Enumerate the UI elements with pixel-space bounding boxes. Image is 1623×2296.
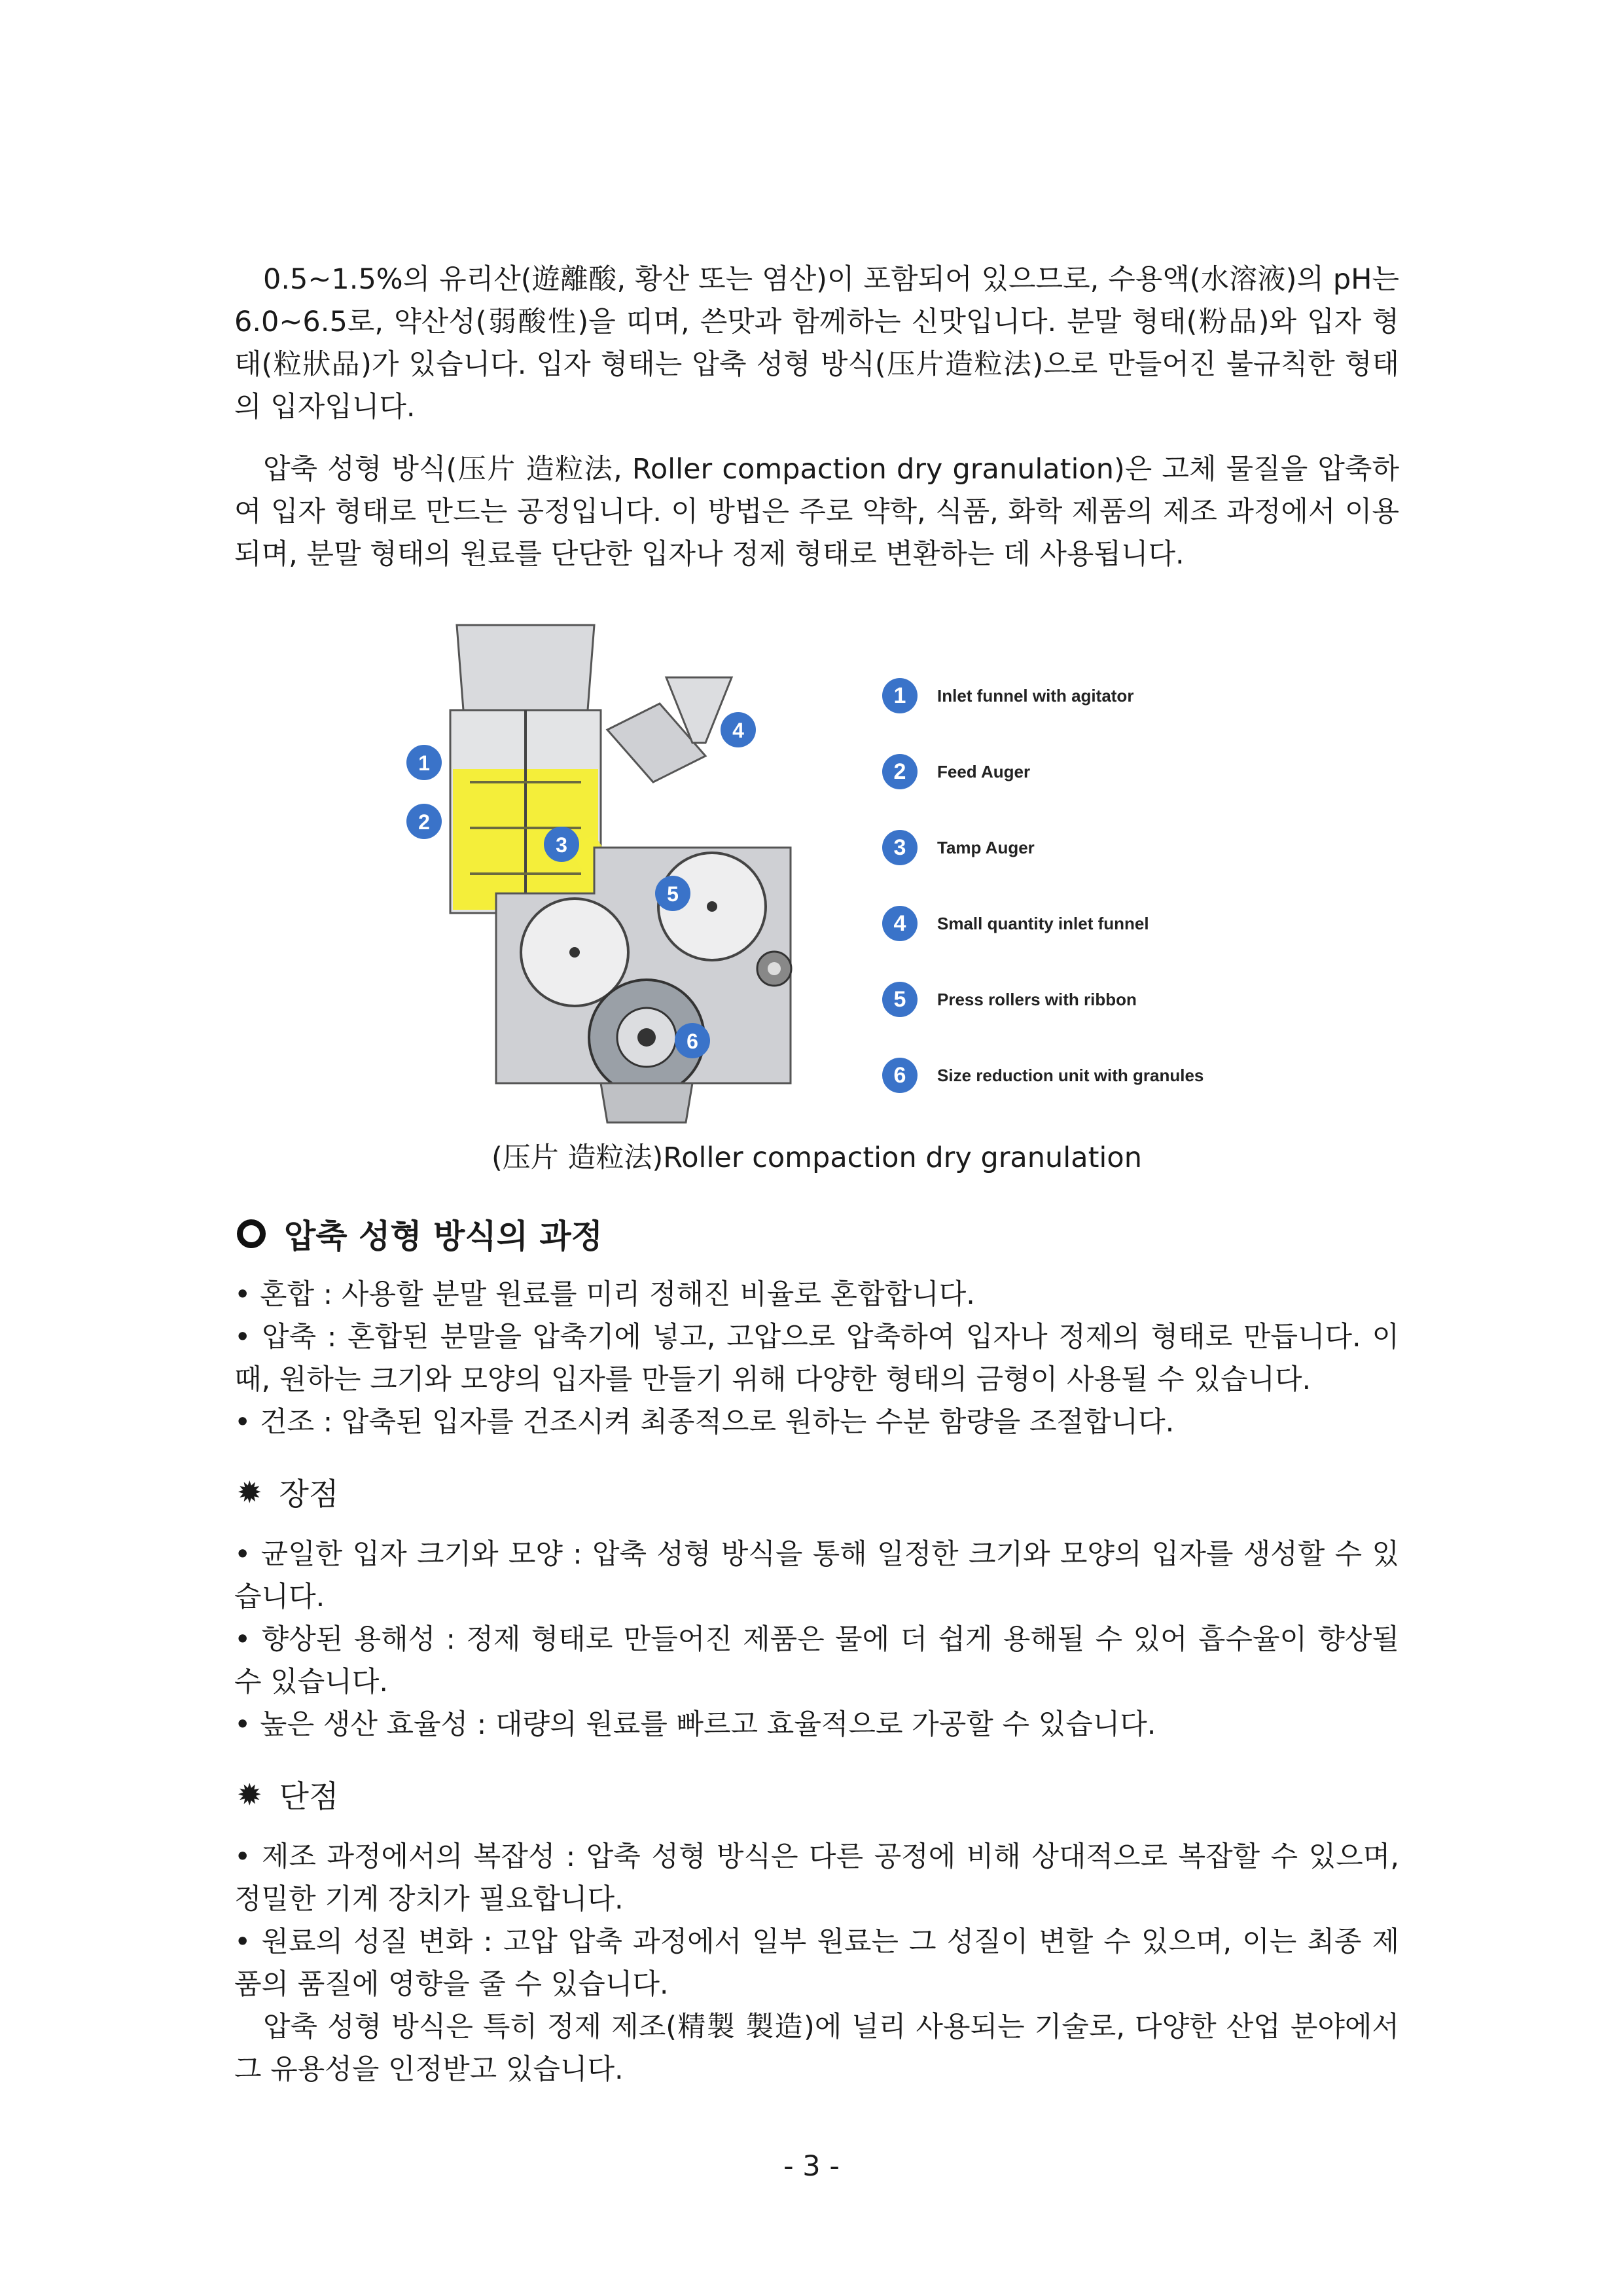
pros-item: • 높은 생산 효율성 : 대량의 원료를 빠르고 효율적으로 가공할 수 있습니다. (234, 1708, 1156, 1741)
cons-item: • 제조 과정에서의 복잡성 : 압축 성형 방식은 다른 공정에 비해 상대적으로 복잡할 수 있으며, 정밀한 기계 장치가 필요합니다. (234, 1840, 1399, 1916)
svg-text:6: 6 (687, 1030, 698, 1053)
pros-heading (234, 1470, 1399, 1514)
cons-heading (234, 1772, 1399, 1816)
intro-paragraph-1: 0.5~1.5%의 유리산(遊離酸, 황산 또는 염산)이 포함되어 있으므로, 수용액(水溶液)의 pH는 6.0~6.5로, 약산성(弱酸性)을 띠며, 쓴맛과 함께하는 신맛입니다. 분말 형태(粉品)와 입자 형태(粒狀品)가 있습니다. 입자 형태는 압축 성형 방식(压片造粒法)으로 만들어진 불규칙한 형태의 입자입니다. (234, 263, 1399, 423)
burst-bullet-icon: ✹ (237, 1474, 262, 1510)
legend-item (882, 734, 1340, 810)
legend-label: Inlet funnel with agitator (937, 685, 1134, 706)
legend-label: Small quantity inlet funnel (937, 913, 1149, 933)
ring-bullet-icon (237, 1219, 266, 1248)
intro-paragraph-2: 압축 성형 방식(压片 造粒法, Roller compaction dry granulation)은 고체 물질을 압축하여 입자 형태로 만드는 공정입니다. 이 방법은 주로 약학, 식품, 화학 제품의 제조 과정에서 이용되며, 분말 형태의 원료를 단단한 입자나 정제 형태로 변환하는 데 사용됩니다. (234, 453, 1399, 571)
legend-item (882, 810, 1340, 886)
process-heading-text: 압축 성형 방식의 과정 (284, 1217, 603, 1255)
legend-number-badge: 5 (882, 982, 918, 1017)
legend-label: Tamp Auger (937, 837, 1035, 857)
figure-legend (882, 658, 1340, 1113)
svg-text:1: 1 (418, 751, 430, 775)
burst-bullet-icon: ✹ (237, 1776, 262, 1812)
page-content (234, 259, 1399, 2091)
legend-item (882, 961, 1340, 1037)
legend-number-badge: 2 (882, 754, 918, 789)
svg-text:2: 2 (418, 810, 430, 834)
process-item-drying: • 건조 : 압축된 입자를 건조시켜 최종적으로 원하는 수분 함량을 조절합니다. (234, 1406, 1175, 1439)
legend-label: Size reduction unit with granules (937, 1065, 1204, 1085)
process-item-compression: • 압축 : 혼합된 분말을 압축기에 넣고, 고압으로 압축하여 입자나 정제의 형태로 만듭니다. 이때, 원하는 크기와 모양의 입자를 만들기 위해 다양한 형태의 금형이 사용될 수 있습니다. (234, 1321, 1399, 1396)
closing-paragraph: 압축 성형 방식은 특히 정제 제조(精製 製造)에 널리 사용되는 기술로, 다양한 산업 분야에서 그 유용성을 인정받고 있습니다. (234, 2011, 1399, 2086)
legend-item (882, 658, 1340, 734)
legend-number-badge: 6 (882, 1058, 918, 1093)
svg-text:3: 3 (556, 833, 567, 857)
pros-heading-text: 장점 (279, 1477, 339, 1513)
legend-number-badge: 4 (882, 906, 918, 941)
svg-text:5: 5 (667, 882, 679, 906)
pros-item: • 균일한 입자 크기와 모양 : 압축 성형 방식을 통해 일정한 크기와 모양의 입자를 생성할 수 있습니다. (234, 1538, 1399, 1613)
legend-item (882, 886, 1340, 961)
process-heading (234, 1210, 1399, 1257)
cons-item: • 원료의 성질 변화 : 고압 압축 과정에서 일부 원료는 그 성질이 변할 수 있으며, 이는 최종 제품의 품질에 영향을 줄 수 있습니다. (234, 1926, 1399, 2001)
page-number: - 3 - (783, 2150, 840, 2183)
roller-compaction-figure (234, 612, 1399, 1129)
pros-item: • 향상된 용해성 : 정제 형태로 만들어진 제품은 물에 더 쉽게 용해될 수 있어 흡수율이 향상될 수 있습니다. (234, 1623, 1399, 1698)
legend-item (882, 1037, 1340, 1113)
cons-heading-text: 단점 (279, 1779, 339, 1815)
svg-text:4: 4 (732, 719, 744, 742)
legend-label: Feed Auger (937, 761, 1031, 781)
process-item-mixing: • 혼합 : 사용할 분말 원료를 미리 정해진 비율로 혼합합니다. (234, 1278, 975, 1311)
figure-caption: (压片 造粒法)Roller compaction dry granulation (491, 1141, 1142, 1174)
legend-label: Press rollers with ribbon (937, 989, 1137, 1009)
legend-number-badge: 3 (882, 830, 918, 865)
legend-number-badge: 1 (882, 678, 918, 713)
